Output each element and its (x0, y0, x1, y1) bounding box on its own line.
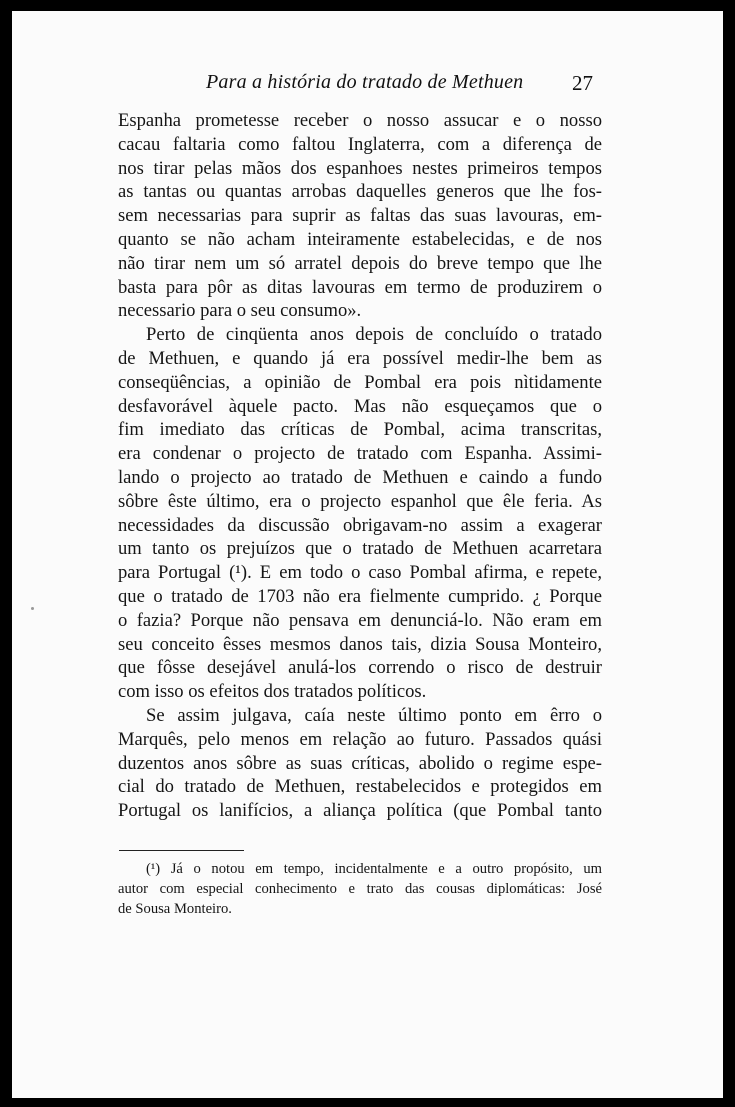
text-line: o fazia? Porque não pensava em denunciá-lo. Não eram em (118, 609, 602, 631)
text-line: que fôsse desejável anulá-los correndo o risco de destruir (118, 657, 602, 679)
text-line: cial do tratado de Methuen, restabelecidos e protegidos em (118, 776, 602, 798)
text-line: sem necessarias para suprir as faltas das suas lavouras, em- (118, 205, 602, 227)
footnotes (118, 859, 602, 919)
text-line: que o tratado de 1703 não era fielmente cumprido. ¿ Porque (118, 585, 602, 607)
body-text (118, 109, 602, 823)
text-line: desfavorável àquele pacto. Mas não esqueçamos que o (118, 395, 602, 417)
text-line: sôbre êste último, era o projecto espanhol que êle feria. As (118, 490, 602, 512)
text-line: Marquês, pelo menos em relação ao futuro. Passados quási (118, 728, 602, 750)
footnote-rule (119, 850, 244, 851)
text-line: necessario para o seu consumo». (118, 300, 362, 322)
paragraph-start-line: Perto de cinqüenta anos depois de concluído o tratado (146, 324, 602, 346)
text-line: basta para pôr as ditas lavouras em termo de produzirem o (118, 276, 602, 298)
page-header (12, 69, 723, 99)
text-line: com isso os efeitos dos tratados políticos. (118, 681, 427, 703)
text-line: as tantas ou quantas arrobas daquelles generos que lhe fos- (118, 181, 602, 203)
paragraph-start-line: Se assim julgava, caía neste último ponto em êrro o (146, 704, 602, 726)
text-line: quanto se não acham inteiramente estabelecidas, e de nos (118, 228, 602, 250)
text-line: lando o projecto ao tratado de Methuen e caindo a fundo (118, 466, 602, 488)
text-line: de Methuen, e quando já era possível medir-lhe bem as (118, 347, 602, 369)
text-line: seu conceito êsses mesmos danos tais, dizia Sousa Monteiro, (118, 633, 602, 655)
text-line: era condenar o projecto de tratado com Espanha. Assimi- (118, 443, 602, 465)
text-line: um tanto os prejuízos que o tratado de Methuen acarretara (118, 538, 602, 560)
text-line: nos tirar pelas mãos dos espanhoes nestes primeiros tempos (118, 157, 602, 179)
text-line: cacau faltaria como faltou Inglaterra, com a diferença de (118, 133, 602, 155)
footnote-line: de Sousa Monteiro. (118, 901, 232, 917)
text-line: duzentos anos sôbre as suas críticas, abolido o regime espe- (118, 752, 602, 774)
page-number: 27 (572, 71, 593, 95)
text-line: conseqüências, a opinião de Pombal era pois nìtidamente (118, 371, 602, 393)
footnote-line: (¹) Já o notou em tempo, incidentalmente e a outro propósito, um (146, 861, 602, 877)
text-line: necessidades da discussão obrigavam-no assim a exagerar (118, 514, 602, 536)
text-line: não tirar nem um só arratel depois do breve tempo que lhe (118, 252, 602, 274)
text-line: Espanha prometesse receber o nosso assucar e o nosso (118, 110, 602, 131)
text-line: para Portugal (¹). E em todo o caso Pombal afirma, e repete, (118, 562, 602, 584)
scan-speck (31, 607, 34, 610)
book-page (12, 11, 723, 1098)
running-title: Para a história do tratado de Methuen (206, 71, 524, 93)
footnote-line: autor com especial conhecimento e trato das cousas diplomáticas: José (118, 881, 602, 897)
text-line: fim imediato das críticas de Pombal, acima transcritas, (118, 419, 602, 441)
text-line: Portugal os lanifícios, a aliança política (que Pombal tanto (118, 800, 602, 822)
